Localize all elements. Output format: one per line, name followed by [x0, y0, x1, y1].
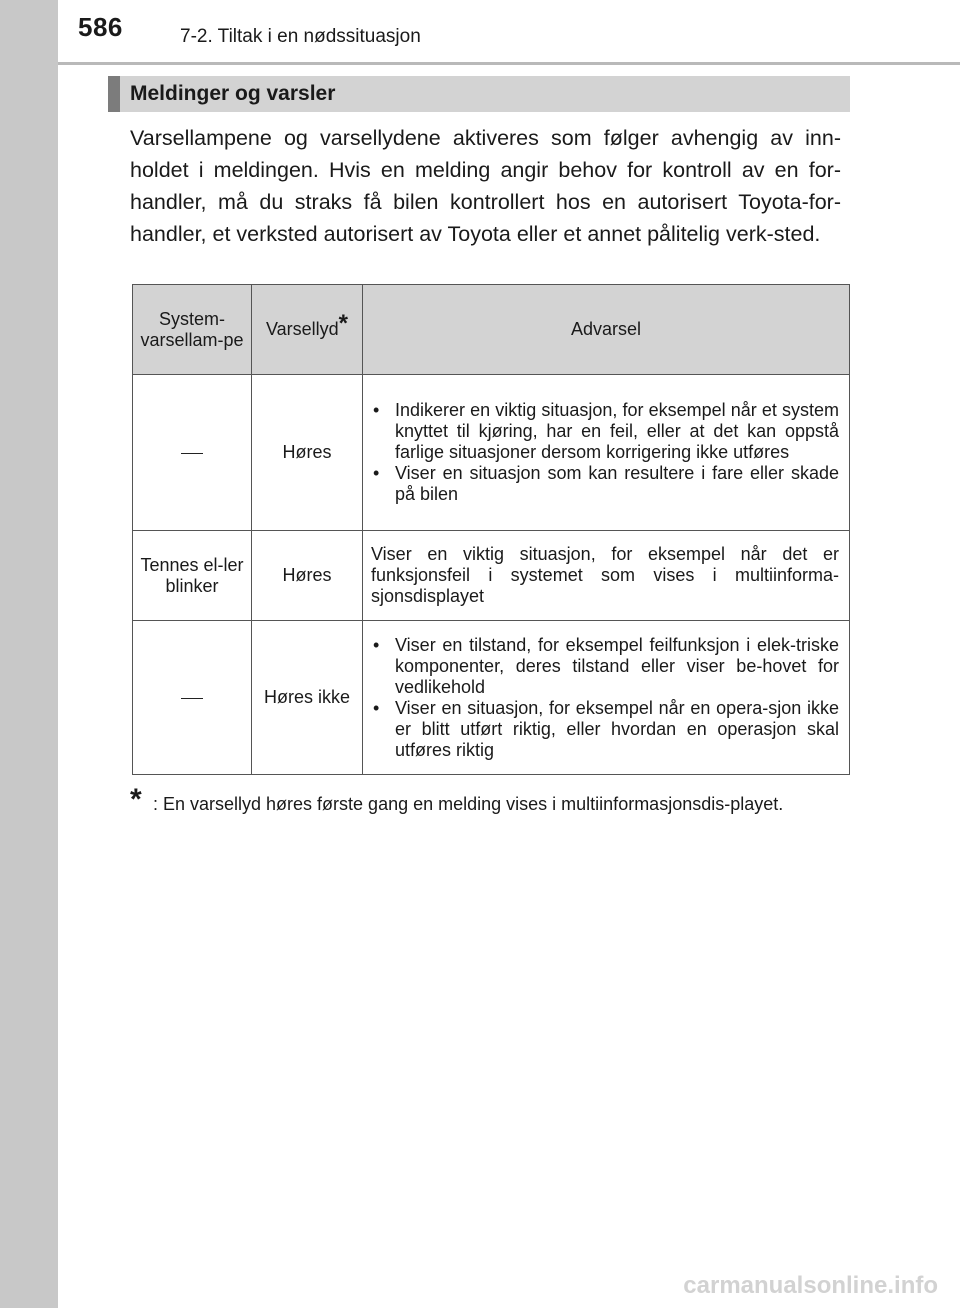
footnote	[130, 783, 841, 818]
warning-cell	[363, 621, 850, 775]
table-row	[133, 621, 850, 775]
list-item: • Viser en tilstand, for eksempel feilfunksjon i elek-triske komponenter, deres tilstand eller viser be-hovet for vedlikehold	[373, 634, 839, 697]
table-row	[133, 531, 850, 621]
bullet-icon: •	[373, 697, 380, 718]
sound-cell: Høres	[252, 531, 363, 621]
warning-table	[132, 284, 850, 775]
page-header	[0, 0, 960, 60]
asterisk-mark: *	[130, 783, 142, 816]
warning-cell: Viser en viktig situasjon, for eksempel når det er funksjonsfeil i systemet som vises i multiinforma-sjonsdisplayet	[363, 531, 850, 621]
table-header-row	[133, 285, 850, 375]
warning-cell	[363, 375, 850, 531]
section-heading	[108, 76, 850, 112]
section-marker	[108, 76, 120, 112]
page-number: 586	[78, 12, 123, 42]
lamp-cell	[133, 375, 252, 531]
asterisk-mark: *	[338, 310, 349, 337]
dash-icon	[181, 453, 203, 454]
dash-icon	[181, 698, 203, 699]
footnote-text: : En varsellyd høres første gang en melding vises i multiinformasjonsdis-playet.	[153, 794, 784, 814]
intro-paragraph: Varsellampene og varsellydene aktiveres som følger avhengig av inn-holdet i meldingen. Hvis en melding angir behov for kontroll av en for-handler, må du straks få bilen kontrollert hos en autorisert Toyota-for-handler, et verksted autorisert av Toyota eller et annet pålitelig verk-sted.	[130, 126, 841, 246]
lamp-cell	[133, 621, 252, 775]
header-warning: Advarsel	[363, 285, 850, 375]
sound-cell: Høres ikke	[252, 621, 363, 775]
sound-cell: Høres	[252, 375, 363, 531]
header-sound	[252, 285, 363, 375]
bullet-icon: •	[373, 400, 380, 420]
bullet-icon: •	[373, 463, 380, 483]
list-item: • Viser en situasjon, for eksempel når en opera-sjon ikke er blitt utført riktig, eller hvordan en operasjon skal utføres riktig	[373, 697, 839, 760]
header-divider	[58, 62, 960, 65]
chapter-title: 7-2. Tiltak i en nødssituasjon	[180, 26, 421, 47]
section-title: Meldinger og varsler	[130, 82, 336, 105]
list-item: • Indikerer en viktig situasjon, for eksempel når et system knyttet til kjøring, har en feil, eller at det kan oppstå farlige situasjoner dersom korrigering ikke utføres	[373, 400, 839, 462]
watermark-logo: carmanualsonline.info	[683, 1272, 938, 1299]
header-sound-label: Varsellyd	[265, 319, 339, 339]
lamp-cell: Tennes el-ler blinker	[133, 531, 252, 621]
table-row	[133, 375, 850, 531]
header-lamp: System-varsellam-pe	[133, 285, 252, 375]
list-item: • Viser en situasjon som kan resultere i fare eller skade på bilen	[373, 463, 839, 504]
bullet-icon: •	[373, 634, 380, 655]
side-margin-bar	[0, 0, 58, 1308]
